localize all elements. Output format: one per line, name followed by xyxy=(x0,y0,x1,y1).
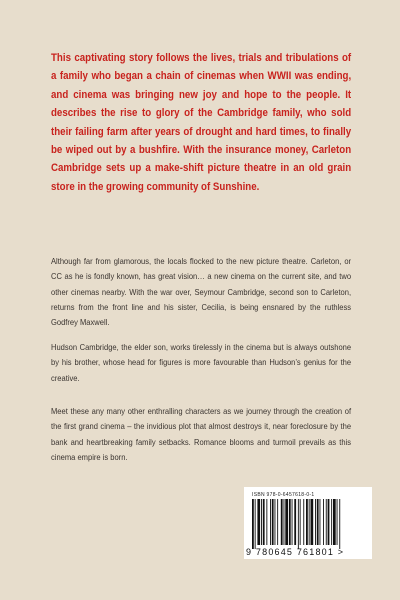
isbn-label: ISBN 978-0-6457618-0-1 xyxy=(252,492,315,498)
barcode-digits: 9 780645 761801 > xyxy=(246,547,345,557)
barcode-bar xyxy=(328,499,330,545)
barcode-bar xyxy=(277,499,278,545)
barcode-bar xyxy=(320,499,321,545)
barcode-bar xyxy=(263,499,265,545)
barcode-bar xyxy=(257,499,260,545)
blurb-text: This captivating story follows the lives, trials and tribulations of a family who began a chain of cinemas when WWII was ending, and cinema was bringing new joy and hope to the people. It describes the rise to glory of the Cambridge family, who sold their failing farm after years of drought and hard times, to finally be wiped out by a bushfire. With the insurance money, Carleton Cambridge sets up a make-shift picture theatre in an old grain store in the growing community of Sunshine. xyxy=(51,52,352,193)
barcode-bar xyxy=(284,499,285,545)
barcode-bar xyxy=(315,499,316,545)
barcode-bar xyxy=(303,499,304,545)
barcode-bar xyxy=(309,499,310,545)
barcode-bar xyxy=(285,499,288,545)
barcode-bars xyxy=(250,499,366,549)
barcode-bar xyxy=(311,499,314,545)
barcode-bar xyxy=(292,499,293,545)
barcode-bar xyxy=(339,499,340,549)
barcode-bar xyxy=(266,499,267,545)
barcode-bar xyxy=(270,499,271,545)
barcode-bar xyxy=(272,499,274,545)
barcode-bar xyxy=(261,499,262,545)
barcode-bar xyxy=(323,499,324,545)
barcode-bar xyxy=(333,499,336,545)
barcode-bar xyxy=(317,499,319,545)
body-paragraph-1: Although far from glamorous, the locals flocked to the new picture theatre. Carleton, or CC as he is fondly known, has great vision… a new cinema on the current site, and two other cinemas nearby. With the war over, Seymour Cambridge, second son to Carleton, returns from the front line and his sister, Cecilia, is being ensnared by the ruthless Godfrey Maxwell. xyxy=(51,256,352,328)
barcode-bar xyxy=(331,499,332,545)
barcode-bar xyxy=(252,499,254,549)
barcode-bar xyxy=(281,499,283,545)
isbn-barcode xyxy=(244,487,372,559)
body-paragraph-3: Meet these any many other enthralling characters as we journey through the creation of the first grand cinema – the invidious plot that almost destroys it, near foreclosure by the bank and heartbreaking family setbacks. Romance blooms and turmoil prevails as this cinema empire is born. xyxy=(51,406,352,462)
barcode-bar xyxy=(255,499,256,549)
barcode-bar xyxy=(298,499,299,549)
barcode-bar xyxy=(275,499,276,545)
barcode-bar xyxy=(337,499,338,545)
body-paragraph-2: Hudson Cambridge, the elder son, works tirelessly in the cinema but is always outshone by his brother, whose head for figures is more favourable than Hudson’s genius for the creative. xyxy=(51,342,352,383)
barcode-bar xyxy=(294,499,296,545)
barcode-bar xyxy=(300,499,301,545)
barcode-bar xyxy=(289,499,291,545)
barcode-bar xyxy=(326,499,327,545)
barcode-bar xyxy=(306,499,308,545)
